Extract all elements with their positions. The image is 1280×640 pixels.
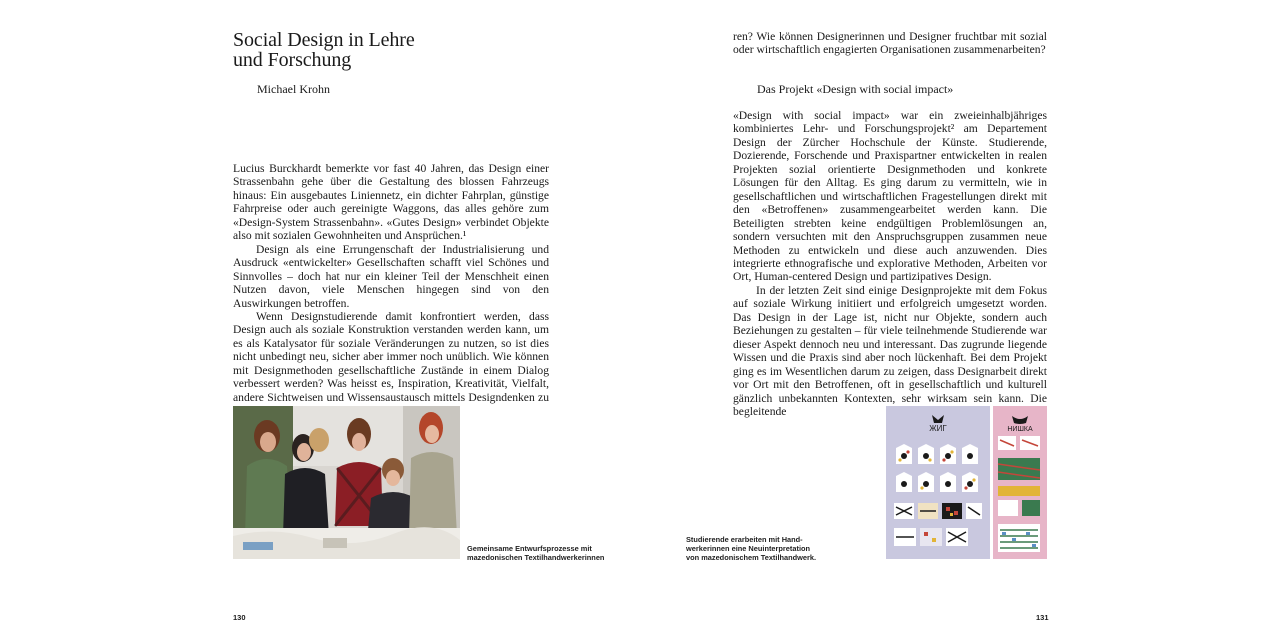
paragraph: In der letzten Zeit sind einige Designprojekte mit dem Fokus auf soziale Wirkung initiiert und erfolgreich umgesetzt worden. Das Design in der Lage ist, nicht nur Objekte, sondern auch Beziehungen zu gestalten – für viele teilnehmende Studierende war dieser Aspekt dennoch neu und interessant. Das zugrunde liegende Wissen und die Praxis sind aber noch lückenhaft. Bei dem Projekt ging es im Wesentlichen darum zu zeigen, dass Designarbeit direkt vor Ort mit den Betroffenen, oft in gesellschaftlich und kulturell gänzlich unbekannten Kontexten, sehr wirksam sein kann. Die begleitende [733, 283, 1047, 418]
poster-caption-right [686, 535, 856, 562]
photo-caption-left [467, 544, 627, 562]
article-title [233, 30, 563, 70]
title-line-1: Social Design in Lehre [233, 29, 415, 51]
right-top-paragraph [733, 30, 1047, 57]
workshop-photo [233, 406, 460, 559]
left-body-column [233, 162, 549, 418]
textile-posters-image [886, 406, 1047, 559]
right-body-column [733, 109, 1047, 418]
page-number-left: 130 [233, 613, 246, 622]
poster-label-zhig: ЖИГ [929, 424, 947, 433]
caption-line: mazedonischen Textilhandwerkerinnen [467, 553, 605, 562]
caption-line: von mazedonischem Textilhandwerk. [686, 553, 817, 562]
author-name: Michael Krohn [257, 82, 330, 96]
paragraph: Wenn Designstudierende damit konfrontiert werden, dass Design auch als soziale Konstruktion verstanden werden kann, um es als Katalysator für soziale Veränderungen zu nutzen, so ist dies nicht unbedingt neu, sicher aber immer noch unüblich. Wie können mit Designmethoden gesellschaftliche Zustände in einem Dialog verbessert werden? Was heisst es, Inspiration, Kreativität, Vielfalt, andere Sichtweisen und Wissensaustausch mittels Designdenken zu [233, 309, 549, 404]
title-line-2: und Forschung [233, 49, 352, 71]
paragraph: ren? Wie können Designerinnen und Designer fruchtbar mit sozial oder wirtschaftlich engagierten Organisationen zusammenarbeiten? [733, 30, 1047, 57]
caption-line: Studierende erarbeiten mit Hand- [686, 535, 803, 544]
poster-label-nishka: НИШКА [1007, 426, 1033, 433]
paragraph: Design als eine Errungenschaft der Industrialisierung und Ausdruck «entwickelter» Gesellschaften schafft viel Schönes und Sinnvolles – doch hat nur ein kleiner Teil der Menschheit einen Nutzen davon, viele Menschen hingegen sind von den Auswirkungen betroffen. [233, 242, 549, 310]
page-number-right: 131 [1036, 613, 1049, 622]
caption-line: Gemeinsame Entwurfsprozesse mit [467, 544, 592, 553]
paragraph: Lucius Burckhardt bemerkte vor fast 40 Jahren, das Design einer Strassenbahn gehe über die Gestaltung des blossen Fahrzeugs hinaus: Ein ausgebautes Liniennetz, ein dichter Fahrplan, günstige Fahrpreise oder auch gereinigte Waggons, das alles gehöre zum «Design-System Strassenbahn». «Gutes Design» verbindet Objekte also mit sozialen Gewohnheiten und Ansprüchen.¹ [233, 162, 549, 243]
paragraph: «Design with social impact» war ein zweieinhalbjähriges kombiniertes Lehr- und Forschungsprojekt² am Departement Design der Zürcher Hochschule der Künste. Studierende, Dozierende, Forschende und Praxispartner entwickelten in realen Projekten sozial orientierte Designmethoden und konkrete Lösungen für den Alltag. Es ging darum zu vermitteln, wie in gesellschaftlichen und wirtschaftlichen Fragestellungen direkt mit den «Betroffenen» zusammengearbeitet werden kann. Die Beteiligten strebten keine endgültigen Problemlösungen an, sondern versuchten mit den Anspruchsgruppen zusammen neue Methoden zu entwickeln und diese auch anzuwenden. Dies integrierte ethnografische und explorative Methoden, Arbeiten vor Ort, Human-centered Design und partizipatives Design. [733, 109, 1047, 284]
section-subheading: Das Projekt «Design with social impact» [757, 82, 954, 96]
caption-line: werkerinnen eine Neuinterpretation [686, 544, 811, 553]
